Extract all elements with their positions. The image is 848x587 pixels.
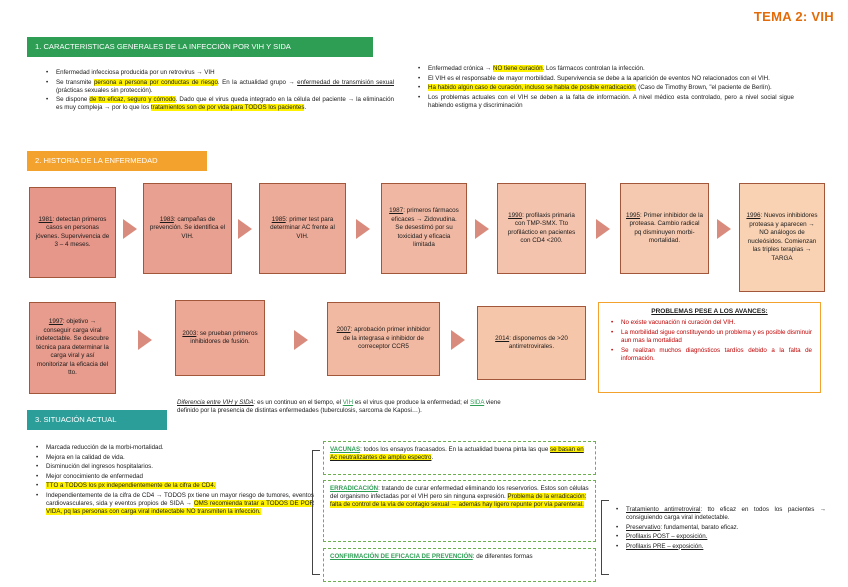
list-item [42, 79, 394, 95]
timeline-event [739, 183, 825, 292]
timeline-arrow-icon [475, 219, 489, 239]
list-item [612, 533, 826, 541]
list-item [414, 84, 794, 92]
text-segment: Disminución del ingresos hospitalarios. [46, 463, 153, 471]
text-segment: VACUNAS [330, 446, 361, 453]
event-text: : detectan primeros casos en personas jóvenes. Supervivencia de 3 – 4 meses. [35, 215, 110, 248]
timeline-event [381, 183, 467, 274]
list-item [612, 506, 826, 522]
section2-heading: 2. HISTORIA DE LA ENFERMEDAD [27, 151, 207, 171]
timeline-event [29, 302, 116, 394]
list-item [32, 454, 314, 462]
timeline-event [327, 302, 440, 376]
event-year: 2007 [336, 326, 351, 334]
text-segment: Enfermedad crónica → [428, 65, 493, 72]
text-segment: Diferencia entre VIH y SIDA [177, 399, 254, 406]
timeline-arrow-icon [123, 219, 137, 239]
event-text: : Nuevos inhibidores proteasa y aparecen → NO análogos de nucleósidos. Comienzan las triples terapias → TARGA [747, 212, 818, 262]
text-segment: . Dado que el virus queda integrado en la célula del paciente → la eliminación es muy compleja → por lo que los [56, 96, 394, 112]
list-item [414, 65, 794, 73]
text-segment: CONFIRMACIÓN DE EFICACIA DE PREVENCIÓN [330, 553, 473, 560]
text-segment: Preservativo [626, 523, 661, 531]
text-segment: (prácticas sexuales sin protección). [56, 86, 153, 94]
problem-item: • La morbilidad sigue constituyendo un problema y es posible disminuir aun mas la mortalidad [607, 329, 812, 345]
timeline-arrow-icon [356, 219, 370, 239]
text-segment: : de diferentes formas [472, 553, 533, 560]
event-text: : aprobación primer inhibidor de la integrasa e inhibidor de correceptor CCR5 [343, 326, 431, 351]
problems-box [598, 302, 821, 393]
event-text: : se prueban primeros inhibidores de fusión. [190, 329, 258, 345]
text-segment: El VIH es el responsable de mayor morbilidad. Supervivencia se debe a la aparición de eventos NO relacionados con el VIH. [428, 74, 770, 82]
eficacia-box [323, 548, 596, 582]
text-segment: : todos los ensayos fracasados. En la actualidad buena pinta las que [360, 446, 551, 453]
text-segment: . [304, 104, 307, 112]
text-segment: VIH [342, 399, 354, 406]
text-segment: . Los fármacos controlan la infección. [542, 65, 645, 72]
list-item [32, 473, 314, 481]
vacunas-box [323, 441, 596, 475]
text-segment: : es un continuo en el tiempo, el [253, 399, 343, 406]
text-segment: Mejora en la calidad de vida. [46, 453, 125, 461]
section3-heading: 3. SITUACIÓN ACTUAL [27, 410, 167, 430]
timeline-arrow-icon [238, 219, 252, 239]
timeline-arrow-icon [294, 330, 308, 350]
problems-title: PROBLEMAS PESE A LOS AVANCES: [651, 308, 768, 315]
event-year: 1983 [159, 215, 174, 223]
event-year: 2014 [495, 334, 510, 342]
event-text: : disponemos de >20 antirretrovirales. [508, 334, 568, 350]
event-year: 1981 [38, 215, 53, 223]
text-segment: : fundamental, barato eficaz. [660, 523, 739, 531]
list-item [42, 96, 394, 112]
list-item [32, 492, 314, 516]
text-segment: Tratamiento antirretroviral [626, 506, 701, 513]
event-text: : profilaxis primaria con TMP-SMX. Tto profiláctico en pacientes con CD4 <200. [507, 211, 576, 244]
vih-sida-difference [177, 399, 517, 415]
text-segment: : tto eficaz en todos los pacientes → consiguiendo carga viral indetectable. [626, 506, 826, 522]
text-segment: Enfermedad infecciosa producida por un retrovirus → VIH [56, 69, 215, 76]
text-segment: SIDA [470, 399, 485, 406]
timeline-event [620, 183, 709, 274]
text-segment: enfermedad de transmisión sexual [297, 78, 395, 86]
problem-item: • Se realizan muchos diagnósticos tardíos debido a la falta de información. [607, 347, 812, 363]
text-segment: viene definido por la presencia de distintas enfermedades (tuberculosis, sarcoma de Kaposi…). [177, 399, 501, 415]
text-segment: de tto eficaz, seguro y cómodo [89, 96, 176, 104]
page-title: TEMA 2: VIH [753, 9, 834, 24]
event-text: : objetivo → conseguir carga viral indetectable. Se descubre técnica para determinar la carga viral y así monitorizar la eficacia del tto. [36, 318, 109, 377]
timeline-arrow-icon [717, 219, 731, 239]
list-item [32, 482, 314, 490]
timeline-arrow-icon [451, 330, 465, 350]
section1-left-list [42, 69, 394, 114]
text-segment: Marcada reducción de la morbi-mortalidad. [46, 444, 164, 451]
text-segment: Independientemente de la cifra de CD4 → TODOS px tiene un mayor riesgo de tumores, eventos cardiovasculares, sida y eventos propios de SIDA → [46, 491, 314, 507]
timeline-event [143, 183, 232, 274]
erradicacion-box [323, 480, 596, 542]
timeline-event [477, 306, 586, 380]
problem-item: • No existe vacunación ni curación del VIH. [607, 319, 812, 327]
timeline-event [259, 183, 346, 274]
event-year: 1996 [746, 212, 761, 219]
event-text: : Primer inhibidor de la proteasa. Cambio radical pq disminuyen morbi-mortalidad. [629, 211, 704, 244]
right-bracket [601, 500, 609, 575]
prevention-list [612, 506, 826, 552]
text-segment: Profilaxis PRE – exposición. [626, 542, 704, 550]
text-segment: Los problemas actuales con el VIH se deben a la falta de información. A nivel médico esta controlado, pero a nivel social sigue habiendo estigma y discriminación [428, 93, 794, 109]
text-segment: (Caso de Timothy Brown, "el paciente de Berlín). [636, 84, 772, 92]
left-bracket [312, 450, 320, 575]
list-item [32, 444, 314, 452]
text-segment: Mejor conocimiento de enfermedad [46, 472, 143, 480]
text-segment: Profilaxis POST – exposición. [626, 533, 708, 541]
list-item [414, 94, 794, 110]
text-segment: OMS recomienda tratar a TODOS DE POR VIDA, pq las personas con carga viral indetectable NO transmiten la infección. [46, 499, 314, 515]
problems-list [607, 319, 812, 362]
timeline-event [29, 187, 116, 278]
text-segment: Problema de la erradicación: falta de control de la vía de contagio sexual → además hay ligero repunte por vía parenteral. [330, 493, 587, 509]
text-segment: Se transmite [56, 78, 94, 86]
list-item [612, 543, 826, 551]
text-segment: Se dispone [56, 96, 90, 104]
event-year: 1990 [508, 211, 523, 219]
event-year: 1985 [271, 215, 286, 223]
text-segment: Ha habido algún caso de curación, incluso se habla de posible erradicación. [428, 84, 637, 92]
list-item [414, 75, 794, 83]
text-segment: es el virus que produce la enfermedad; el [353, 399, 471, 406]
event-year: 2003 [182, 329, 197, 337]
event-year: 1987 [389, 207, 404, 215]
text-segment: . En la actualidad grupo → [217, 78, 298, 86]
event-year: 1995 [626, 211, 641, 219]
event-text: : campañas de prevención. Se identifica el VIH. [149, 215, 226, 240]
text-segment: : tratando de curar enfermedad eliminando los reservorios. Estos son células del organismo infectadas por el VIH pero sin ninguna expresión. [330, 485, 589, 501]
text-segment: ERRADICACIÓN [330, 485, 379, 492]
event-text: : primer test para determinar AC frente al VIH. [270, 215, 335, 240]
text-segment: persona a persona por conductas de riesgo [93, 78, 218, 86]
text-segment: TTO a TODOS los px independientemente de la cifra de CD4. [46, 482, 216, 490]
text-segment: NO tiene curación [493, 65, 543, 72]
text-segment: . [431, 454, 434, 462]
list-item [42, 69, 394, 77]
event-text: : primeros fármacos eficaces → Zidovudina. Se desestimó por su toxicidad y eficacia limitada [391, 207, 459, 249]
list-item [612, 524, 826, 532]
text-segment: se basan en Ac neutralizantes de amplio espectro [330, 446, 584, 462]
timeline-arrow-icon [138, 330, 152, 350]
section1-right-list [414, 65, 794, 111]
timeline-event [175, 300, 265, 376]
list-item [32, 463, 314, 471]
current-situation-list [32, 444, 314, 518]
timeline-arrow-icon [596, 219, 610, 239]
text-segment: tratamientos son de por vida para TODOS los pacientes [150, 104, 305, 112]
timeline-event [497, 183, 586, 274]
event-year: 1997 [48, 318, 63, 326]
section1-heading: 1. CARACTERISTICAS GENERALES DE LA INFECCIÓN POR VIH Y SIDA [27, 37, 373, 57]
